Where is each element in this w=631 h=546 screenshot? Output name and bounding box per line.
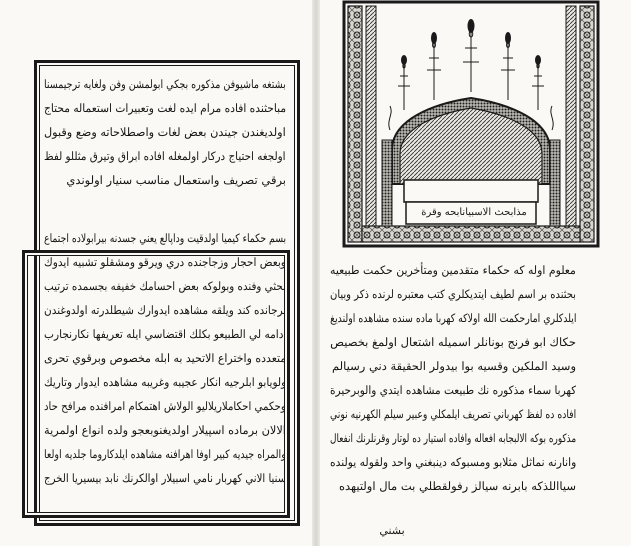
text-line: ايلدكلري امارحكمت الله اولاكه كهربا ماده سنده مشاهده اولنديغ <box>330 311 576 325</box>
text-line: سيااللذكه بابرنه سيالز رفولقطلي بت مال اولتيهده <box>338 479 576 493</box>
text-line: بحثنده بر اسم لطيف ايتديكلري كتب معتبره لرنده ذكر وبيان <box>330 287 576 301</box>
text-line: وسيد الملكين وقسيه بوا بيدولر الحقيقة دني رسيالم <box>331 359 576 373</box>
right-text-frame <box>22 250 290 518</box>
left-paragraph-1 <box>44 72 286 192</box>
text-line: بحثي وفنده وبولوكه بعض احسامك خفيفه بجسمده ترتيب <box>44 279 286 293</box>
text-line: حكاك ابو فرنج بونانلر اسميله اشتعال اولمغ بخصيص <box>330 335 576 349</box>
text-line: معلوم اوله كه حكماء متقدمين ومتأخرين حكمت طبيعيه <box>330 263 576 277</box>
text-line: متعدده واختراع الاتحيد به ابله مخصوص وبرقوي تحرى <box>44 351 286 365</box>
text-line: بسم حكماء كيميا اولدقيت وداپالع يعني جسدنه بيرابولاده اجتماع <box>44 231 286 245</box>
text-line: اولديغندن جيندن بعض لغات واصطلاحاته وضع وقبول <box>44 125 286 139</box>
text-line: ولويابو ابلرجيه انكار عجيبه وغريبه مشاهده ايدوار وتاريك <box>44 375 286 389</box>
text-line: مذكوره بوكه الالبجابه افعاله وافاده استيار ده لوتار وقرنلرنك انفعال <box>330 431 576 445</box>
text-line: اولجغه احتياج درکار اولمغله افاده ابراق وتيرق مثللو لفظ <box>44 149 286 163</box>
chapter-title: مذابحث الاسبيانابحه وقرة <box>421 207 527 218</box>
text-line: برقي تصريف واستعمال مناسب سنيار اولوندي <box>66 173 286 187</box>
text-line: بشتغه ماشيوفن مذكوره بجكي ابولمشن وفن ولغايه ترجيمسنا <box>44 77 286 91</box>
text-line: وحكمي احكاملاريلاليو الولاش اهتمكام امرافنده مرافح حاد <box>44 399 286 413</box>
book-gutter <box>312 0 320 546</box>
text-line: افاده ده لفظ كهرباني تصريف ايلمكلي وعبير سيلم الكهرنيه نوني <box>330 407 576 421</box>
text-line: وانارنه نماثل مثلابو ومسبوكه دينبغني واحد ولقوله يولنده <box>330 455 576 469</box>
text-line: ادامه لي الطبيعو بكلك اقتضاسي ايله تعريفها نكارنجارب <box>44 327 286 341</box>
text-line: سنيا الاني كهربار نامي اسبيلار اوالكرنك نابد بيسيريا الخرج <box>44 471 286 485</box>
catchword: بشني <box>379 524 405 537</box>
text-line: كهربا سماء مذكوره نك طبيعت مشاهده ايتدي والوبرحيرة <box>330 383 576 397</box>
right-paragraph <box>330 258 576 498</box>
text-line: الالان برماده اسپيلار اولديغنوبعجو ولده انواع اولمرية <box>44 423 286 437</box>
text-line: مباحثنده افاده مرام ايده لغت وتعبيرات استعماله محتاج <box>44 101 286 115</box>
text-line: وبعض احجار وزجاجنده دري ويرقو ومشقلو تشبيه ايدوك <box>44 255 286 269</box>
text-line: برجانده كند ويلقه مشاهده ايدوارك شيطلدرته اولدوغندن <box>44 303 286 317</box>
text-line: والمراه جيديه كبير اوفا اهرافنه مشاهده ايلدكاروما جلديه اولعا <box>44 447 286 461</box>
